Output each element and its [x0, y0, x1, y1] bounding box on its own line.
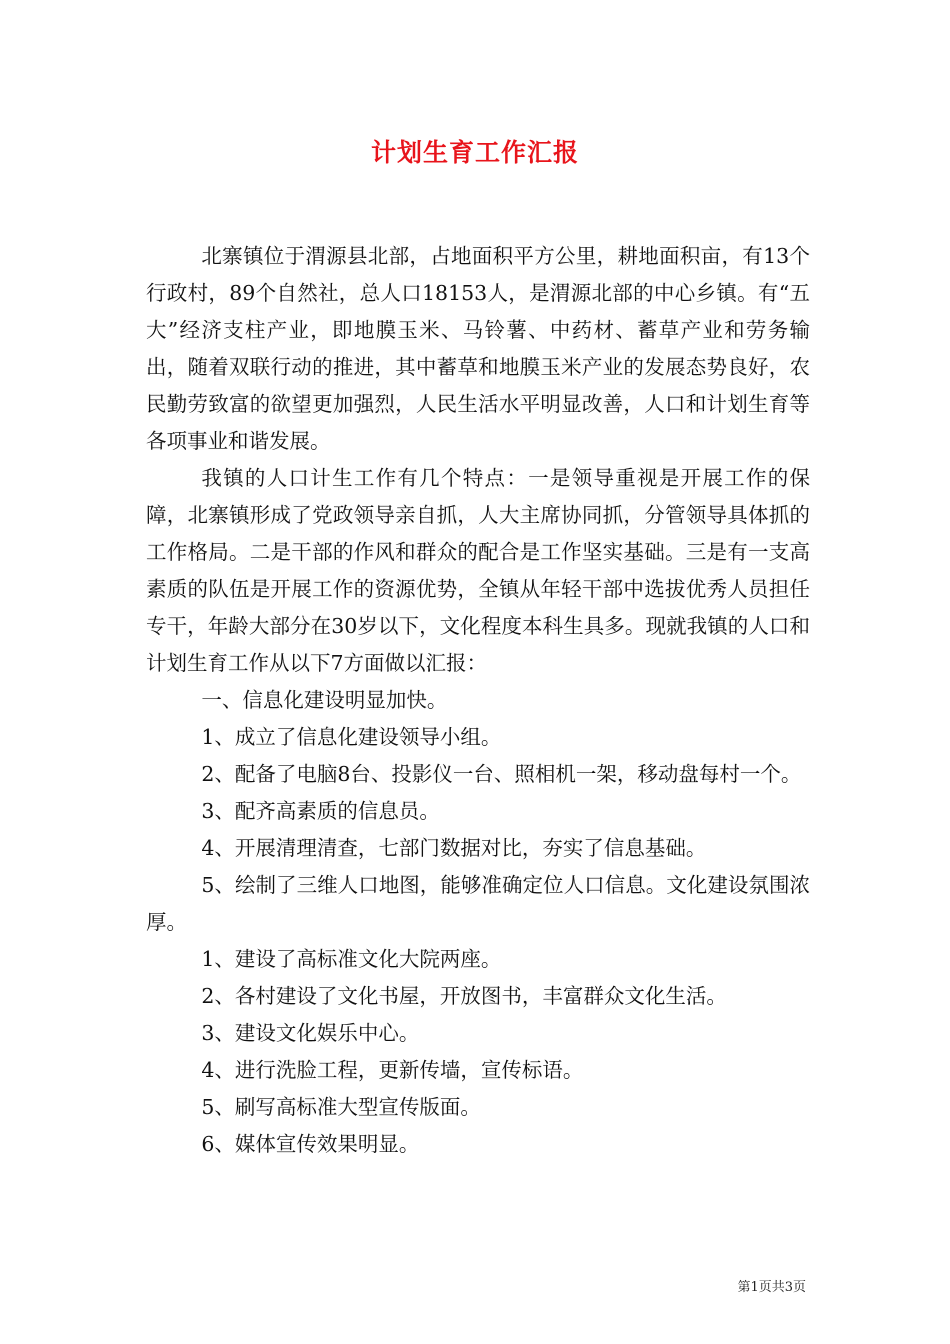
- list-item: 2、配备了电脑8台、投影仪一台、照相机一架，移动盘每村一个。: [201, 762, 802, 786]
- paragraph-intro: 北寨镇位于渭源县北部，占地面积平方公里，耕地面积亩，有13个行政村，89个自然社，总人口18153人，是渭源北部的中心乡镇。有“五大”经济支柱产业，即地膜玉米、马铃薯、中药材、蓄草产业和劳务输出，随着双联行动的推进，其中蓄草和地膜玉米产业的发展态势良好，农民勤劳致富的欲望更加强烈，人民生活水平明显改善，人口和计划生育等各项事业和谐发展。: [146, 244, 810, 453]
- list-item: 4、进行洗脸工程，更新传墙，宣传标语。: [201, 1058, 584, 1082]
- document-body: [146, 238, 810, 1163]
- document-title: 计划生育工作汇报: [370, 138, 579, 167]
- list-item: 1、建设了高标准文化大院两座。: [201, 947, 502, 971]
- list-item: 5、绘制了三维人口地图，能够准确定位人口信息。文化建设氛围浓厚。: [146, 873, 810, 934]
- list-item: 3、配齐高素质的信息员。: [201, 799, 440, 823]
- list-item: 3、建设文化娱乐中心。: [201, 1021, 420, 1045]
- list-item: 2、各村建设了文化书屋，开放图书，丰富群众文化生活。: [201, 984, 727, 1008]
- list-item: 6、媒体宣传效果明显。: [201, 1132, 420, 1156]
- page-number-footer: 第1页共3页: [737, 1280, 806, 1295]
- list-item: 1、成立了信息化建设领导小组。: [201, 725, 502, 749]
- list-item: 5、刷写高标准大型宣传版面。: [201, 1095, 481, 1119]
- section-heading-informatization: 一、信息化建设明显加快。: [201, 688, 448, 712]
- paragraph-features: 我镇的人口计生工作有几个特点：一是领导重视是开展工作的保障，北寨镇形成了党政领导亲自抓，人大主席协同抓，分管领导具体抓的工作格局。二是干部的作风和群众的配合是工作坚实基础。三是有一支高素质的队伍是开展工作的资源优势，全镇从年轻干部中选拔优秀人员担任专干，年龄大部分在30岁以下，文化程度本科生具多。现就我镇的人口和计划生育工作从以下7方面做以汇报：: [146, 466, 810, 675]
- list-item: 4、开展清理清查，七部门数据对比，夯实了信息基础。: [201, 836, 707, 860]
